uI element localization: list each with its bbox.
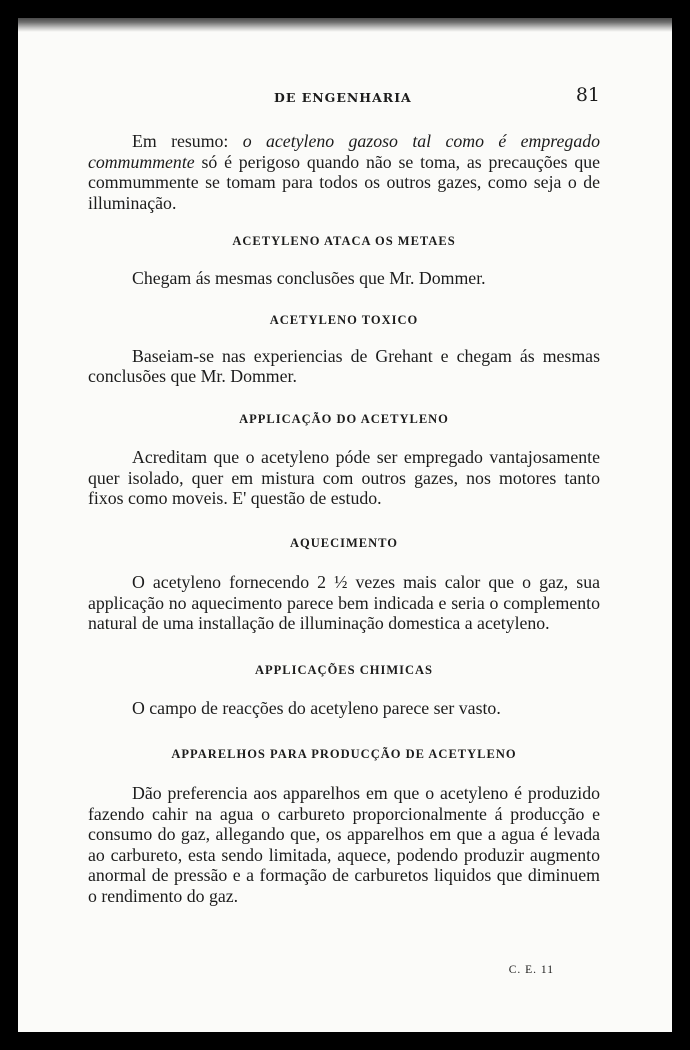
intro-lead: Em resumo:	[132, 131, 243, 151]
heading-chimicas: APPLICAÇÕES CHIMICAS	[254, 662, 433, 677]
page-number: 81	[575, 84, 600, 106]
heading-aquecimento: AQUECIMENTO	[289, 535, 398, 550]
paragraph-metaes: Chegam ás mesmas conclusões que Mr. Dommer.	[132, 267, 486, 288]
paragraph-applicacao: Acreditam que o acetyleno póde ser empregado vantajosamente quer isolado, quer em mistura com outros gazes, nos motores tanto fixos como moveis. E' questão de estudo.	[88, 447, 600, 508]
signature-mark: C. E. 11	[508, 964, 554, 976]
heading-toxico: ACETYLENO TOXICO	[269, 313, 419, 327]
heading-metaes: ACETYLENO ATACA OS METAES	[232, 234, 456, 248]
paragraph-toxico: Baseiam-se nas experiencias de Grehant e chegam ás mesmas conclusões que Mr. Dommer.	[88, 345, 600, 386]
book-page	[18, 18, 672, 1032]
paragraph-aquecimento: O acetyleno fornecendo 2 ½ vezes mais calor que o gaz, sua applicação no aquecimento parece bem indicada e seria o complemento natural de uma installação de illuminação domestica a acetyleno.	[88, 572, 600, 633]
intro-rest: só é perigoso quando não se toma, as precauções que commummente se tomam para todos os outros gazes, como seja o de illuminação.	[88, 151, 600, 213]
paragraph-chimicas: O campo de reacções do acetyleno parece ser vasto.	[132, 698, 501, 718]
heading-apparelhos: APPARELHOS PARA PRODUCÇÃO DE ACETYLENO	[171, 746, 517, 761]
paragraph-intro	[88, 131, 600, 213]
scan-edge-shadow	[18, 18, 672, 32]
heading-applicacao: APPLICAÇÃO DO ACETYLENO	[239, 411, 449, 426]
running-header	[88, 84, 600, 112]
intro-italic: o acetyleno gazoso tal como é empregado commummente	[88, 131, 600, 172]
paragraph-apparelhos: Dão preferencia aos apparelhos em que o acetyleno é produzido fazendo cahir na agua o carbureto proporcionalmente á producção e consumo do gaz, allegando que, os apparelhos em que a agua é levada ao carbureto, esta sendo limitada, aquece, podendo produzir augmento anormal de pressão e a formação de carburetos liquidos que diminuem o rendimento do gaz.	[88, 783, 600, 906]
page-body	[88, 131, 600, 906]
running-title: DE ENGENHARIA	[274, 90, 412, 105]
